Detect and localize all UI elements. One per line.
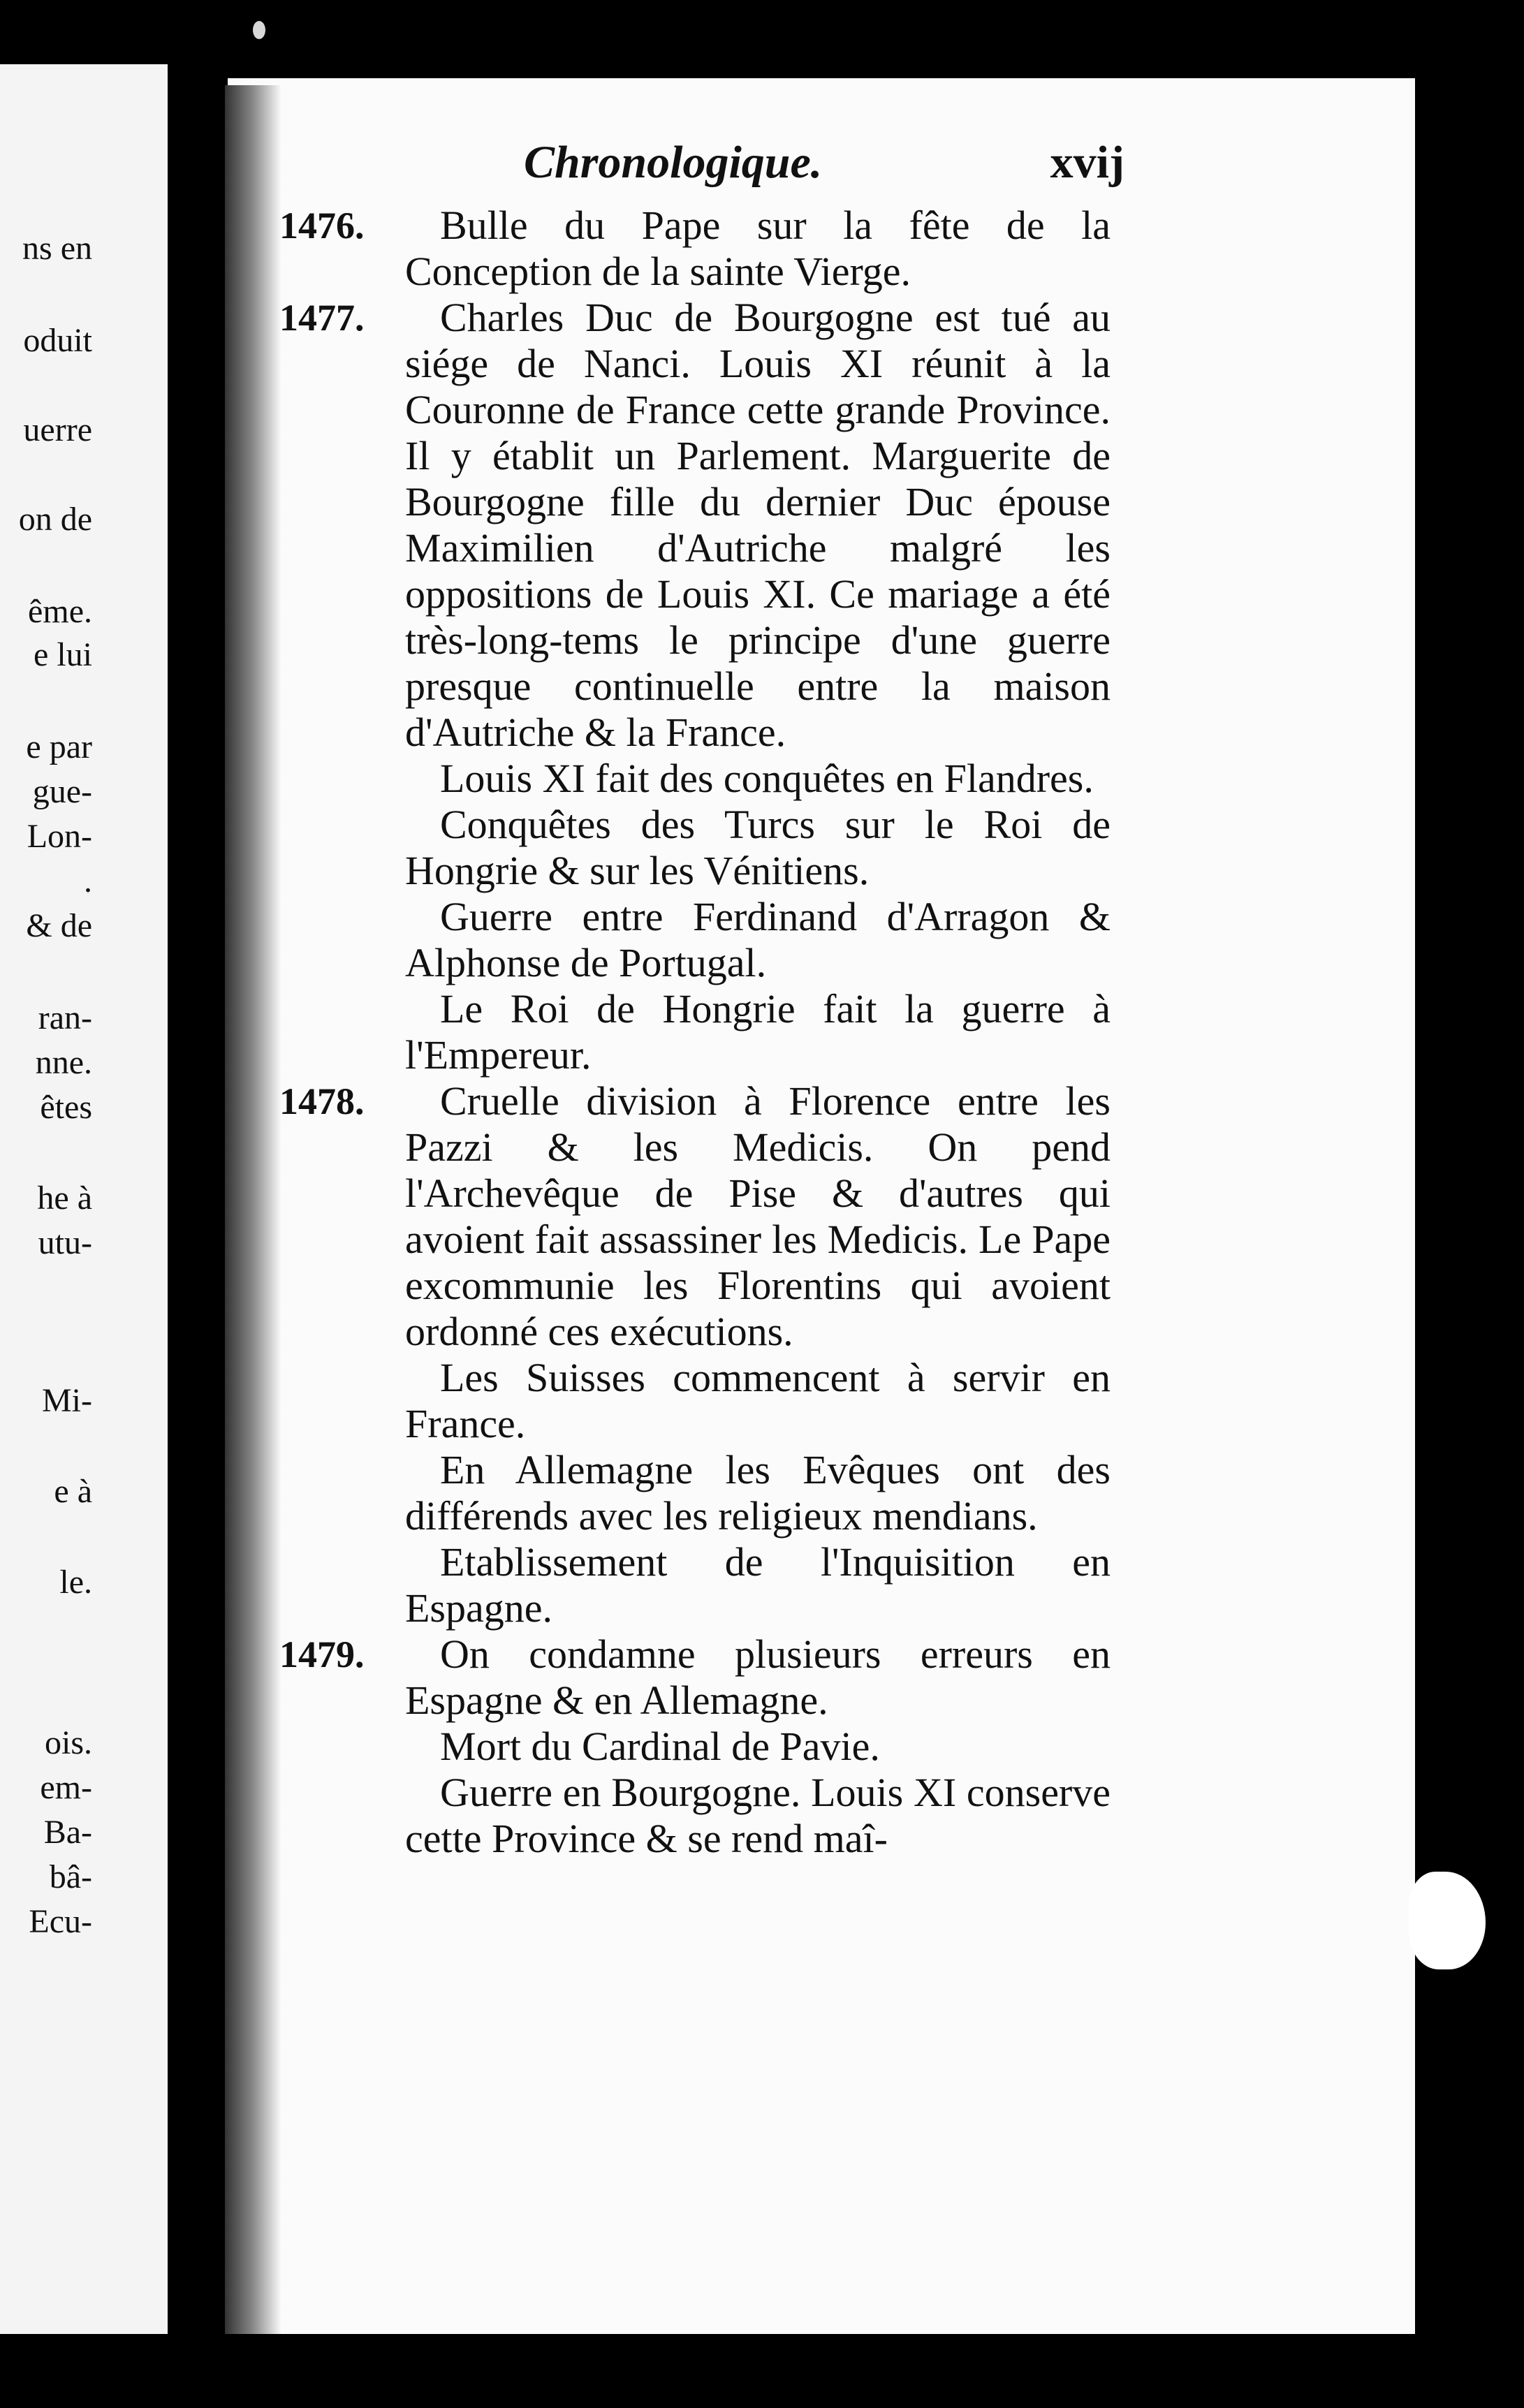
entry-text: En Allemagne les Evêques ont des différends avec les religieux mendians. bbox=[405, 1447, 1111, 1539]
left-fragment: Lon- bbox=[27, 818, 92, 855]
entry-text: Mort du Cardinal de Pavie. bbox=[440, 1724, 880, 1769]
running-title: Chronologique. bbox=[524, 137, 823, 188]
chronology-entry bbox=[405, 1770, 1111, 1862]
entry-year: 1479. bbox=[279, 1634, 365, 1675]
left-fragment: he à bbox=[37, 1180, 92, 1217]
entry-text: Charles Duc de Bourgogne est tué au siége de Nanci. Louis XI réunit à la Couronne de France cette grande Province. Il y établit un Parlement. Marguerite de Bourgogne fille du dernier Duc épouse Maximilien d'Autriche malgré les oppositions de Louis XI. Ce mariage a été très-long-tems le principe d'une guerre presque continuelle entre la maison d'Autriche & la France. bbox=[405, 295, 1111, 755]
entry-text: On condamne plusieurs erreurs en Espagne & en Allemagne. bbox=[405, 1631, 1111, 1723]
chronology-entry bbox=[405, 756, 1111, 802]
left-fragment: em- bbox=[40, 1769, 92, 1806]
left-fragment: nne. bbox=[35, 1044, 92, 1081]
left-fragment: . bbox=[84, 862, 92, 900]
left-fragment: gue- bbox=[32, 773, 92, 810]
left-fragment: ran- bbox=[38, 999, 92, 1036]
paper-tear bbox=[1409, 1872, 1486, 1969]
chronology-entry bbox=[405, 802, 1111, 894]
chronology-entry bbox=[405, 1539, 1111, 1631]
entry-year: 1478. bbox=[279, 1080, 365, 1122]
left-fragment: êtes bbox=[40, 1089, 92, 1126]
left-fragment: oduit bbox=[23, 322, 92, 359]
left-fragment: ois. bbox=[44, 1724, 92, 1761]
entry-text: Bulle du Pape sur la fête de la Conception de la sainte Vierge. bbox=[405, 203, 1111, 294]
chronology-entry bbox=[405, 1447, 1111, 1539]
left-fragment: Ecu- bbox=[29, 1903, 92, 1940]
left-page-edge bbox=[0, 64, 190, 2334]
entry-text: Louis XI fait des conquêtes en Flandres. bbox=[440, 756, 1094, 801]
entry-text: Cruelle division à Florence entre les Pazzi & les Medicis. On pend l'Archevêque de Pise & d'autres qui avoient fait assassiner les Medicis. Le Pape excommunie les Florentins qui avoient ordonné ces exécutions. bbox=[405, 1078, 1111, 1354]
entry-text: Le Roi de Hongrie fait la guerre à l'Empereur. bbox=[405, 986, 1111, 1078]
left-fragment: bâ- bbox=[49, 1858, 92, 1895]
left-fragment: e lui bbox=[34, 636, 92, 673]
left-fragment: ns en bbox=[22, 230, 92, 267]
left-fragment: e par bbox=[26, 728, 92, 765]
entry-year: 1476. bbox=[279, 205, 365, 247]
page-header bbox=[300, 136, 1124, 199]
spine-shadow bbox=[225, 85, 281, 2334]
left-fragment: utu- bbox=[38, 1224, 92, 1261]
chronology-entry bbox=[279, 1631, 1111, 1724]
gutter-shadow bbox=[168, 64, 228, 2334]
left-fragment: le. bbox=[59, 1564, 92, 1601]
entry-text: Les Suisses commencent à servir en France. bbox=[405, 1355, 1111, 1446]
left-fragment: e à bbox=[54, 1473, 92, 1510]
chronology-entry bbox=[405, 894, 1111, 986]
left-fragment: on de bbox=[18, 501, 92, 538]
left-fragment: & de bbox=[26, 907, 92, 944]
left-fragment: ême. bbox=[28, 593, 92, 630]
entry-text: Conquêtes des Turcs sur le Roi de Hongrie & sur les Vénitiens. bbox=[405, 802, 1111, 893]
left-fragment: Ba- bbox=[43, 1814, 92, 1851]
chronology-entry bbox=[405, 1724, 1111, 1770]
left-fragment: Mi- bbox=[42, 1382, 92, 1419]
page-number: xvij bbox=[1050, 137, 1124, 188]
chronology-entry bbox=[279, 1078, 1111, 1355]
chronology-entry bbox=[405, 986, 1111, 1078]
ink-speck bbox=[253, 21, 265, 39]
chronology-entry bbox=[279, 295, 1111, 756]
entry-text: Guerre entre Ferdinand d'Arragon & Alphonse de Portugal. bbox=[405, 894, 1111, 985]
chronology-entry bbox=[405, 1355, 1111, 1447]
entry-text: Etablissement de l'Inquisition en Espagne. bbox=[405, 1539, 1111, 1631]
left-fragment: uerre bbox=[23, 411, 92, 448]
chronology-text bbox=[279, 203, 1111, 1862]
entry-text: Guerre en Bourgogne. Louis XI conserve cette Province & se rend maî- bbox=[405, 1770, 1111, 1861]
entry-year: 1477. bbox=[279, 297, 365, 339]
chronology-entry bbox=[279, 203, 1111, 295]
